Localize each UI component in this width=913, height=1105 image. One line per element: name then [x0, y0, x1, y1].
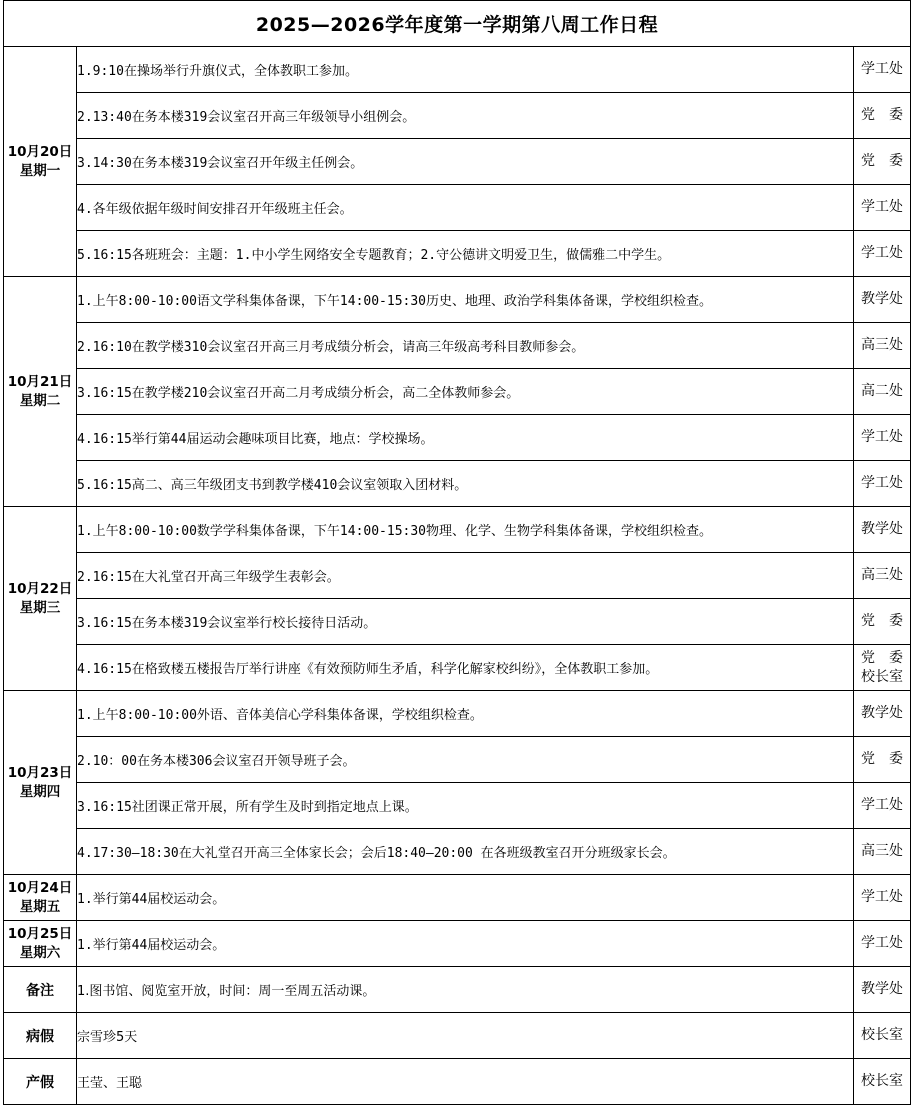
schedule-item: 1.上午8:00-10:00数学学科集体备课，下午14:00-15:30物理、化学、生物学科集体备课，学校组织检查。	[77, 507, 854, 553]
schedule-item: 4.各年级依据年级时间安排召开年级班主任会。	[77, 185, 854, 231]
responsible-dept	[854, 231, 911, 277]
schedule-item: 3.16:15在务本楼319会议室举行校长接待日活动。	[77, 599, 854, 645]
dept-name: 教学处	[861, 291, 903, 307]
responsible-dept	[854, 737, 911, 783]
dept-name: 学工处	[861, 429, 903, 445]
schedule-item: 4.16:15在格致楼五楼报告厅举行讲座《有效预防师生矛盾，科学化解家校纠纷》，全体教职工参加。	[77, 645, 854, 691]
responsible-dept	[854, 507, 911, 553]
table-row	[4, 875, 911, 921]
table-row	[4, 415, 911, 461]
dept-name: 学工处	[861, 797, 903, 813]
table-row	[4, 691, 911, 737]
maternity-leave-label: 产假	[4, 1059, 77, 1105]
table-row	[4, 139, 911, 185]
dept-name: 学工处	[861, 475, 903, 491]
schedule-table	[3, 0, 911, 1105]
day-date: 10月20日	[7, 143, 73, 160]
sick-leave-text: 宗雪珍5天	[77, 1013, 854, 1059]
schedule-item: 1.上午8:00-10:00语文学科集体备课，下午14:00-15:30历史、地理、政治学科集体备课，学校组织检查。	[77, 277, 854, 323]
dept-name: 高二处	[861, 383, 903, 399]
schedule-item: 2.16:15在大礼堂召开高三年级学生表彰会。	[77, 553, 854, 599]
responsible-dept	[854, 277, 911, 323]
table-row	[4, 737, 911, 783]
table-row	[4, 507, 911, 553]
responsible-dept	[854, 139, 911, 185]
responsible-dept: 校长室	[854, 1013, 911, 1059]
sick-leave-row	[4, 1013, 911, 1059]
schedule-item: 4.16:15举行第44届运动会趣味项目比赛，地点：学校操场。	[77, 415, 854, 461]
table-row	[4, 369, 911, 415]
table-row	[4, 829, 911, 875]
day-date: 10月24日	[7, 879, 73, 896]
dept-name: 校长室	[861, 668, 903, 685]
day-cell	[4, 875, 77, 921]
responsible-dept	[854, 921, 911, 967]
responsible-dept	[854, 783, 911, 829]
day-weekday: 星期一	[19, 162, 61, 179]
schedule-item: 1.9:10在操场举行升旗仪式，全体教职工参加。	[77, 47, 854, 93]
dept-name: 党 委	[861, 613, 903, 629]
day-weekday: 星期四	[19, 783, 61, 800]
responsible-dept	[854, 599, 911, 645]
schedule-item: 2.16:10在教学楼310会议室召开高三月考成绩分析会，请高三年级高考科目教师参会。	[77, 323, 854, 369]
day-weekday: 星期五	[19, 898, 61, 915]
responsible-dept	[854, 645, 911, 691]
table-row	[4, 921, 911, 967]
schedule-item: 5.16:15高二、高三年级团支书到教学楼410会议室领取入团材料。	[77, 461, 854, 507]
maternity-leave-text: 王莹、王聪	[77, 1059, 854, 1105]
dept-name: 高三处	[861, 337, 903, 353]
dept-name: 学工处	[861, 61, 903, 77]
day-cell	[4, 277, 77, 507]
page-title: 2025—2026学年度第一学期第八周工作日程	[4, 1, 911, 47]
day-date: 10月25日	[7, 925, 73, 942]
responsible-dept	[854, 553, 911, 599]
day-date: 10月21日	[7, 373, 73, 390]
responsible-dept: 校长室	[854, 1059, 911, 1105]
day-weekday: 星期三	[19, 599, 61, 616]
dept-name: 党 委	[861, 751, 903, 767]
schedule-item: 4.17:30—18:30在大礼堂召开高三全体家长会；会后18:40—20:00 在各班级教室召开分班级家长会。	[77, 829, 854, 875]
responsible-dept	[854, 323, 911, 369]
day-date: 10月23日	[7, 764, 73, 781]
day-cell	[4, 507, 77, 691]
title-row	[4, 1, 911, 47]
dept-name: 学工处	[861, 889, 903, 905]
responsible-dept	[854, 47, 911, 93]
schedule-item: 3.16:15在教学楼210会议室召开高二月考成绩分析会，高二全体教师参会。	[77, 369, 854, 415]
responsible-dept	[854, 185, 911, 231]
day-weekday: 星期六	[19, 944, 61, 961]
table-row	[4, 645, 911, 691]
dept-name: 教学处	[861, 705, 903, 721]
dept-name: 学工处	[861, 245, 903, 261]
dept-name: 党 委	[861, 107, 903, 123]
table-row	[4, 553, 911, 599]
schedule-item: 2.13:40在务本楼319会议室召开高三年级领导小组例会。	[77, 93, 854, 139]
table-row	[4, 277, 911, 323]
maternity-leave-row	[4, 1059, 911, 1105]
responsible-dept	[854, 369, 911, 415]
day-cell	[4, 921, 77, 967]
schedule-item: 3.14:30在务本楼319会议室召开年级主任例会。	[77, 139, 854, 185]
sick-leave-label: 病假	[4, 1013, 77, 1059]
dept-name: 教学处	[861, 521, 903, 537]
schedule-item: 1.举行第44届校运动会。	[77, 921, 854, 967]
table-row	[4, 231, 911, 277]
dept-name: 学工处	[861, 935, 903, 951]
schedule-item: 3.16:15社团课正常开展，所有学生及时到指定地点上课。	[77, 783, 854, 829]
table-row	[4, 93, 911, 139]
responsible-dept: 教学处	[854, 967, 911, 1013]
dept-name: 党 委	[861, 153, 903, 169]
responsible-dept	[854, 691, 911, 737]
schedule-item: 2.10：00在务本楼306会议室召开领导班子会。	[77, 737, 854, 783]
dept-name: 党 委	[861, 649, 903, 666]
responsible-dept	[854, 461, 911, 507]
day-weekday: 星期二	[19, 392, 61, 409]
day-cell	[4, 47, 77, 277]
schedule-item: 5.16:15各班班会：主题：1.中小学生网络安全专题教育；2.守公德讲文明爱卫生，做儒雅二中学生。	[77, 231, 854, 277]
day-date: 10月22日	[7, 580, 73, 597]
responsible-dept	[854, 93, 911, 139]
responsible-dept	[854, 875, 911, 921]
table-row	[4, 323, 911, 369]
dept-name: 学工处	[861, 199, 903, 215]
table-row	[4, 783, 911, 829]
dept-name: 高三处	[861, 567, 903, 583]
schedule-item: 1.上午8:00-10:00外语、音体美信心学科集体备课，学校组织检查。	[77, 691, 854, 737]
table-row	[4, 461, 911, 507]
responsible-dept	[854, 415, 911, 461]
notes-row	[4, 967, 911, 1013]
table-row	[4, 185, 911, 231]
dept-name: 高三处	[861, 843, 903, 859]
responsible-dept	[854, 829, 911, 875]
table-row	[4, 47, 911, 93]
notes-label: 备注	[4, 967, 77, 1013]
notes-text: 1.图书馆、阅览室开放，时间：周一至周五活动课。	[77, 967, 854, 1013]
table-row	[4, 599, 911, 645]
schedule-item: 1.举行第44届校运动会。	[77, 875, 854, 921]
day-cell	[4, 691, 77, 875]
